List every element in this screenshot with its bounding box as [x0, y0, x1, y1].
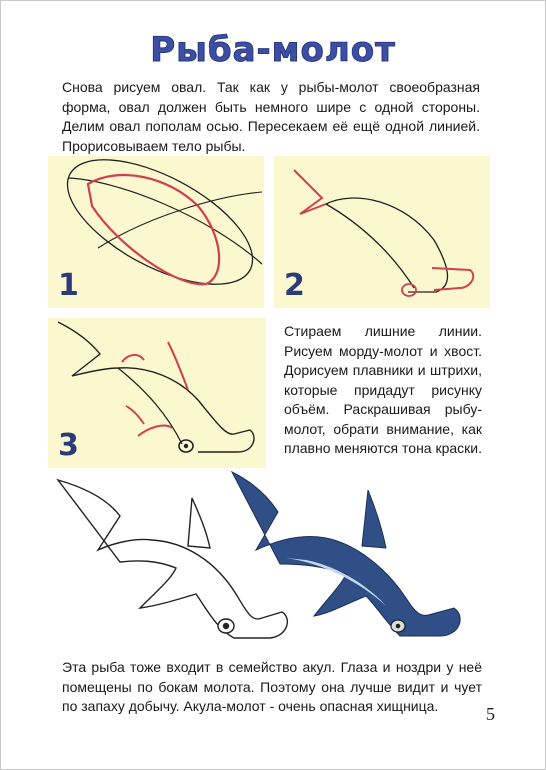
step-3-number: 3 [58, 428, 79, 463]
colored-shark [232, 472, 460, 636]
step-1-drawing [48, 156, 264, 308]
finished-sharks-illustration [56, 468, 486, 654]
page-title: Рыба-молот [150, 30, 396, 70]
step-2-drawing [274, 156, 490, 308]
step-2-number: 2 [284, 268, 305, 303]
step-3-drawing [48, 318, 266, 468]
outro-paragraph: Эта рыба тоже входит в семейство акул. Глаза и ноздри у неё помещены по бокам молота. Поэтому она лучше видит и чует по запаху добычу. Акула-молот - очень опасная хищница. [62, 659, 482, 714]
step-3-panel [48, 318, 266, 468]
intro-paragraph: Снова рисуем овал. Так как у рыбы-молот своеобразная форма, овал должен быть немного шире с одной стороны. Делим овал пополам осью. Пересекаем её ещё одной линией. Прорисовываем тело рыбы. [62, 79, 480, 154]
step-2-panel [274, 156, 490, 308]
page-number: 5 [486, 704, 495, 724]
step-1-number: 1 [58, 268, 79, 303]
steps-paragraph: Стираем лишние линии. Рисуем морду-молот и хвост. Дорисуем плавники и штрихи, которые придадут рисунку объём. Раскрашивая рыбу-молот, обрати внимание, как плавно меняются тона краски. [284, 323, 483, 456]
step-1-panel [48, 156, 264, 308]
